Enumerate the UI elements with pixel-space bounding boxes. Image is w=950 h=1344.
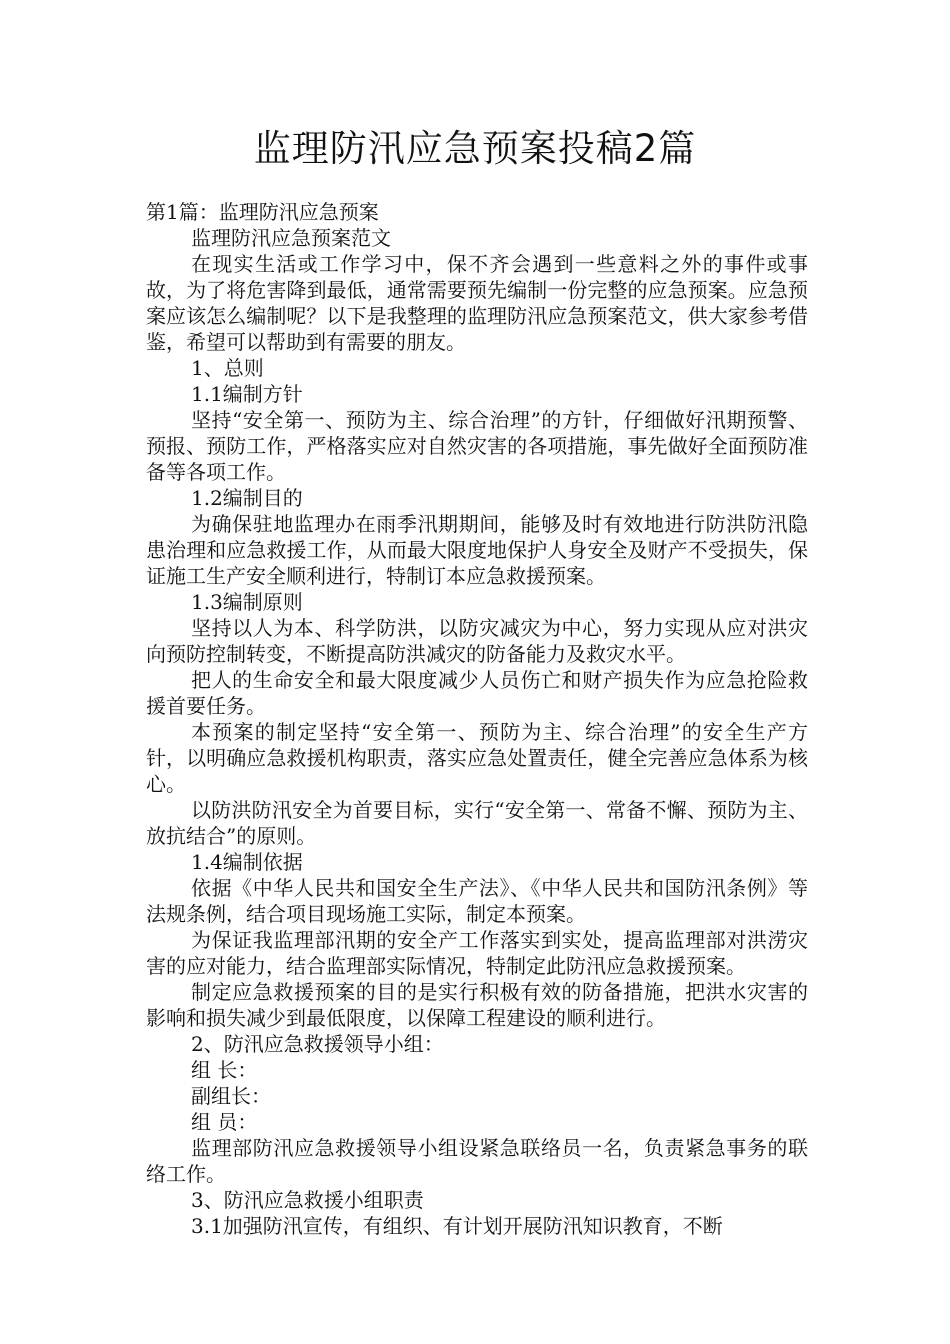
paragraph: 在现实生活或工作学习中，保不齐会遇到一些意料之外的事件或事故，为了将危害降到最低，通常需要预先编制一份完整的应急预案。应急预案应该怎么编制呢？以下是我整理的监理防汛应急预案范文，供大家参考借鉴，希望可以帮助到有需要的朋友。 [146, 252, 808, 354]
paragraph: 副组长： [191, 1084, 271, 1108]
paragraph: 1.1编制方针 [191, 382, 303, 406]
paragraph: 2、防汛应急救援领导小组： [191, 1032, 444, 1056]
paragraph: 把人的生命安全和最大限度减少人员伤亡和财产损失作为应急抢险救援首要任务。 [146, 668, 808, 718]
paragraph: 监理防汛应急预案范文 [191, 226, 391, 250]
paragraph: 制定应急救援预案的目的是实行积极有效的防备措施，把洪水灾害的影响和损失减少到最低限度，以保障工程建设的顺利进行。 [146, 980, 808, 1030]
paragraph: 1、总则 [191, 356, 264, 380]
paragraph: 组 员： [191, 1110, 258, 1134]
paragraph: 坚持“安全第一、预防为主、综合治理”的方针，仔细做好汛期预警、预报、预防工作，严格落实应对自然灾害的各项措施，事先做好全面预防准备等各项工作。 [146, 408, 808, 484]
paragraph: 依据《中华人民共和国安全生产法》、《中华人民共和国防汛条例》等法规条例，结合项目现场施工实际，制定本预案。 [146, 876, 808, 926]
paragraph: 1.3编制原则 [191, 590, 303, 614]
paragraph: 本预案的制定坚持“安全第一、预防为主、综合治理”的安全生产方针，以明确应急救援机构职责，落实应急处置责任，健全完善应急体系为核心。 [146, 720, 808, 796]
paragraph: 组 长： [191, 1058, 258, 1082]
document-title: 监理防汛应急预案投稿2篇 [253, 127, 697, 170]
paragraph: 坚持以人为本、科学防洪，以防灾减灾为中心，努力实现从应对洪灾向预防控制转变，不断提高防洪减灾的防备能力及救灾水平。 [146, 616, 808, 666]
paragraph: 为保证我监理部汛期的安全产工作落实到实处，提高监理部对洪涝灾害的应对能力，结合监理部实际情况，特制定此防汛应急救援预案。 [146, 928, 808, 978]
paragraph: 以防洪防汛安全为首要目标，实行“安全第一、常备不懈、预防为主、放抗结合”的原则。 [146, 798, 808, 848]
paragraph: 1.4编制依据 [191, 850, 303, 874]
document-body [146, 199, 808, 1239]
paragraph: 第1篇：监理防汛应急预案 [146, 200, 379, 224]
paragraph: 1.2编制目的 [191, 486, 303, 510]
paragraph: 监理部防汛应急救援领导小组设紧急联络员一名，负责紧急事务的联络工作。 [146, 1136, 808, 1186]
paragraph: 3、防汛应急救援小组职责 [191, 1188, 424, 1212]
paragraph: 为确保驻地监理办在雨季汛期期间，能够及时有效地进行防洪防汛隐患治理和应急救援工作，从而最大限度地保护人身安全及财产不受损失，保证施工生产安全顺利进行，特制订本应急救援预案。 [146, 512, 808, 588]
paragraph: 3.1加强防汛宣传，有组织、有计划开展防汛知识教育，不断 [191, 1214, 723, 1238]
